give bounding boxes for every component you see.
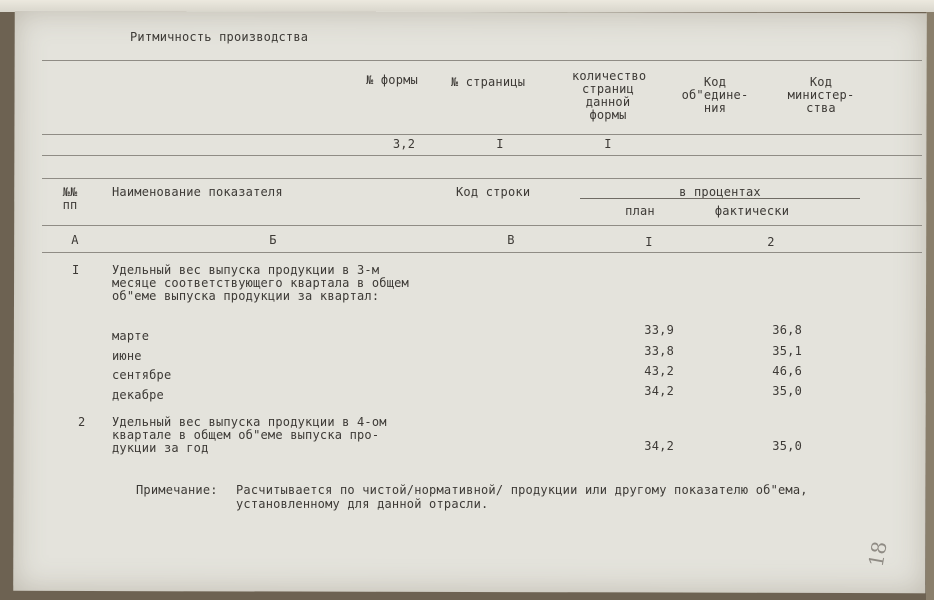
row2-description: Удельный вес выпуска продукции в 4-ом квартале в общем об"еме выпуска про- дукции за год	[112, 415, 387, 455]
association-code-label: Код об"едине- ния	[681, 75, 749, 115]
col-actual-header: фактически	[714, 204, 790, 218]
note-text-line2: установленному для данной отрасли.	[236, 497, 489, 511]
row1-item-plan: 34,2	[644, 384, 674, 398]
row1-item-actual: 35,0	[772, 384, 802, 398]
row1-item-actual: 35,1	[772, 344, 802, 358]
rule-header-mid	[42, 134, 922, 135]
form-number-value: 3,2	[392, 137, 416, 151]
row1-item-plan: 33,9	[644, 323, 674, 337]
paper-right-edge	[926, 12, 934, 600]
row1-item-actual: 36,8	[772, 323, 802, 337]
row1-description: Удельный вес выпуска продукции в 3-м месяце соответствующего квартала в общем об"еме выпуска продукции за квартал:	[112, 263, 409, 303]
col-name-header: Наименование показателя	[112, 185, 283, 199]
row1-item-label: сентябре	[112, 368, 172, 382]
ministry-code-label: Код министер- ства	[787, 75, 855, 115]
note-label: Примечание:	[136, 483, 218, 497]
page-number-label: № страницы	[450, 75, 526, 89]
rule-header-bottom	[42, 225, 922, 226]
note-text-line1: Расчитывается по чистой/нормативной/ продукции или другому показателю об"ема,	[236, 483, 808, 497]
pages-count-value: I	[604, 137, 612, 151]
row2-plan: 34,2	[644, 439, 674, 453]
row1-number: I	[72, 263, 80, 277]
row1-item-label: декабре	[112, 388, 164, 402]
rule-percent-under	[580, 198, 860, 199]
col-plan-number: I	[645, 235, 653, 249]
rule-letters-bottom	[42, 252, 922, 253]
row1-item-actual: 46,6	[772, 364, 802, 378]
col-plan-header: план	[625, 204, 655, 218]
row1-item-label: марте	[112, 329, 150, 343]
handwritten-page-mark: 18	[863, 539, 892, 569]
page-number-value: I	[496, 137, 504, 151]
col-percent-header: в процентах	[679, 185, 761, 199]
rule-table-top	[42, 178, 922, 179]
document-title: Ритмичность производства	[130, 30, 309, 44]
row1-item-plan: 43,2	[644, 364, 674, 378]
row1-item-label: июне	[112, 349, 142, 363]
col-code-letter: В	[507, 233, 515, 247]
row2-number: 2	[78, 415, 86, 429]
col-actual-number: 2	[767, 235, 775, 249]
col-name-letter: Б	[269, 233, 277, 247]
form-number-label: № формы	[366, 73, 418, 87]
col-num-header: №№ пп	[62, 185, 78, 212]
row1-item-plan: 33,8	[644, 344, 674, 358]
col-num-letter: А	[71, 233, 79, 247]
rule-header-top	[42, 60, 922, 61]
col-code-header: Код строки	[456, 185, 531, 199]
pages-count-label: количество страниц данной формы	[572, 69, 647, 122]
row2-actual: 35,0	[772, 439, 802, 453]
rule-header-values	[42, 155, 922, 156]
